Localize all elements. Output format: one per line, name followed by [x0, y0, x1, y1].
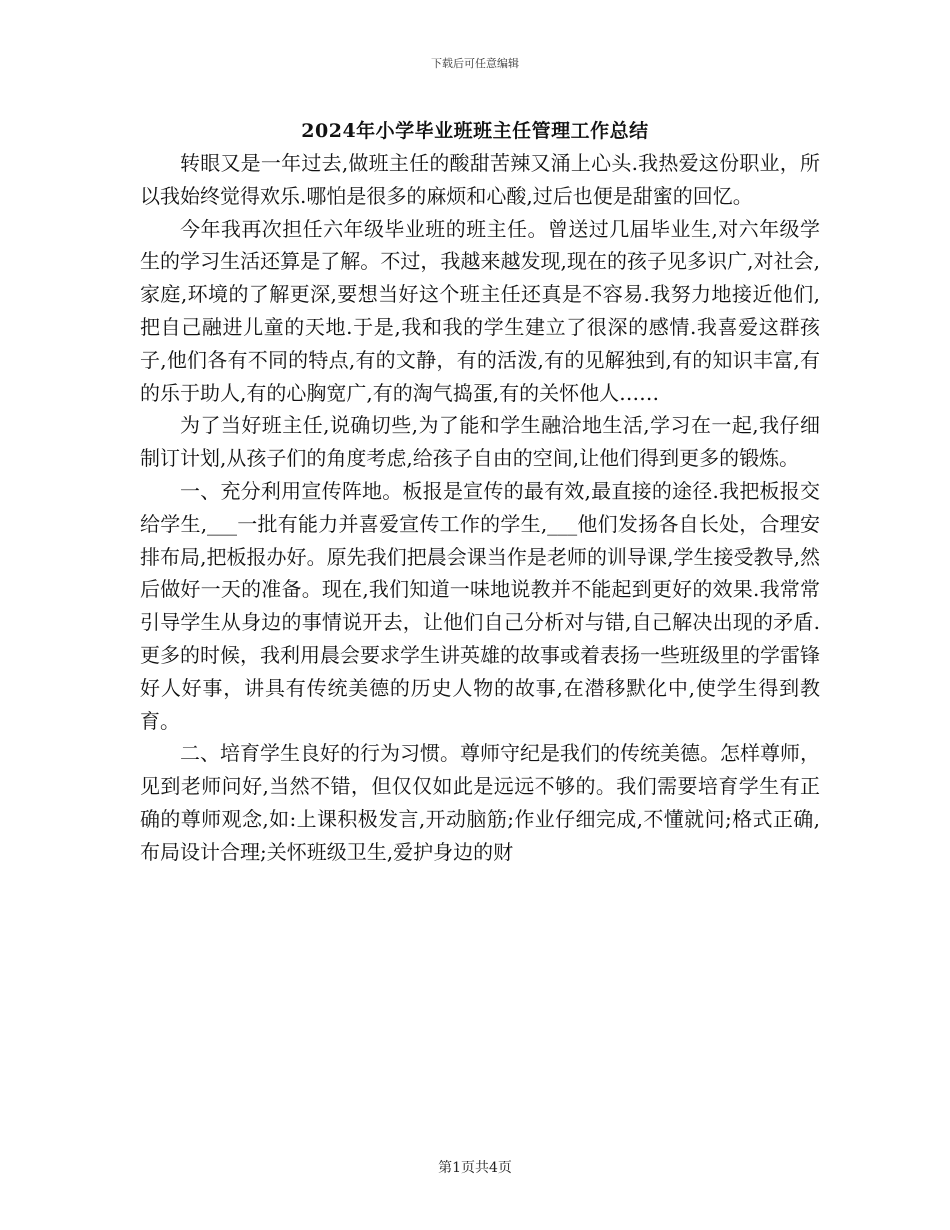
- document-title: 2024年小学毕业班班主任管理工作总结: [301, 120, 649, 142]
- document-body: [140, 147, 820, 869]
- paragraph-2: 今年我再次担任六年级毕业班的班主任。曾送过几届毕业生,对六年级学生的学习生活还算是了解。不过，我越来越发现,现在的孩子见多识广,对社会,家庭,环境的了解更深,要想当好这个班主任还真是不容易.我努力地接近他们,把自己融进儿童的天地.于是,我和我的学生建立了很深的感情.我喜爱这群孩子,他们各有不同的特点,有的文静，有的活泼,有的见解独到,有的知识丰富,有的乐于助人,有的心胸宽广,有的淘气捣蛋,有的关怀他人……: [140, 216, 820, 405]
- paragraph-4: 一、充分利用宣传阵地。板报是宣传的最有效,最直接的途径.我把板报交给学生,___一批有能力并喜爱宣传工作的学生,___他们发扬各自长处，合理安排布局,把板报办好。原先我们把晨会课当作是老师的训导课,学生接受教导,然后做好一天的准备。现在,我们知道一味地说教并不能起到更好的效果.我常常引导学生从身边的事情说开去，让他们自己分析对与错,自己解决出现的矛盾.更多的时候，我利用晨会要求学生讲英雄的故事或着表扬一些班级里的学雷锋好人好事，讲具有传统美德的历史人物的故事,在潜移默化中,使学生得到教育。: [140, 478, 820, 733]
- page-header-note: 下载后可任意编辑: [431, 57, 519, 70]
- page-number-footer: 第1页共4页: [438, 1160, 512, 1176]
- paragraph-1: 转眼又是一年过去,做班主任的酸甜苦辣又涌上心头.我热爱这份职业，所以我始终觉得欢乐.哪怕是很多的麻烦和心酸,过后也便是甜蜜的回忆。: [140, 151, 820, 208]
- paragraph-5: 二、培育学生良好的行为习惯。尊师守纪是我们的传统美德。怎样尊师，见到老师问好,当然不错，但仅仅如此是远远不够的。我们需要培育学生有正确的尊师观念,如:上课积极发言,开动脑筋;作业仔细完成,不懂就问;格式正确,布局设计合理;关怀班级卫生,爱护身边的财: [140, 741, 820, 864]
- paragraph-3: 为了当好班主任,说确切些,为了能和学生融洽地生活,学习在一起,我仔细制订计划,从孩子们的角度考虑,给孩子自由的空间,让他们得到更多的锻炼。: [140, 413, 820, 471]
